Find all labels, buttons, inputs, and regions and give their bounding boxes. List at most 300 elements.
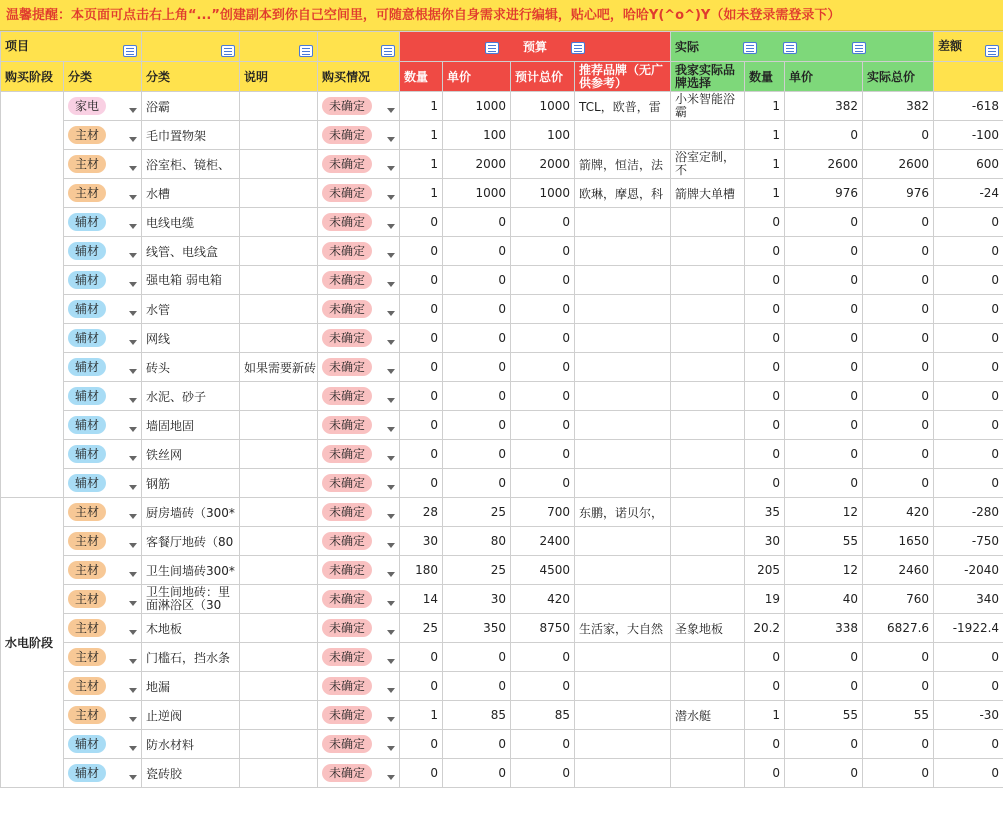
- actual-price-cell[interactable]: 2600: [785, 150, 863, 179]
- category-cell[interactable]: [64, 672, 142, 701]
- budget-price-cell[interactable]: 85: [443, 701, 511, 730]
- category-cell[interactable]: [64, 266, 142, 295]
- status-cell[interactable]: [318, 556, 400, 585]
- budget-total-cell[interactable]: 100: [511, 121, 575, 150]
- dropdown-caret-icon[interactable]: [387, 137, 395, 142]
- column-header[interactable]: 推荐品牌（无广供参考）: [575, 62, 671, 92]
- dropdown-caret-icon[interactable]: [387, 456, 395, 461]
- item-name-cell[interactable]: 毛巾置物架: [142, 121, 240, 150]
- recommended-brand-cell[interactable]: [575, 324, 671, 353]
- dropdown-caret-icon[interactable]: [129, 630, 137, 635]
- category-cell[interactable]: [64, 324, 142, 353]
- status-cell[interactable]: [318, 643, 400, 672]
- dropdown-caret-icon[interactable]: [387, 340, 395, 345]
- budget-total-cell[interactable]: 0: [511, 237, 575, 266]
- recommended-brand-cell[interactable]: 欧琳，摩恩，科: [575, 179, 671, 208]
- budget-price-cell[interactable]: 100: [443, 121, 511, 150]
- note-cell[interactable]: [240, 730, 318, 759]
- diff-cell[interactable]: 0: [934, 730, 1003, 759]
- actual-price-cell[interactable]: 12: [785, 556, 863, 585]
- dropdown-caret-icon[interactable]: [387, 166, 395, 171]
- filter-icon[interactable]: [985, 45, 999, 57]
- budget-qty-cell[interactable]: 0: [400, 324, 443, 353]
- category-cell[interactable]: [64, 411, 142, 440]
- status-cell[interactable]: [318, 208, 400, 237]
- budget-total-cell[interactable]: 8750: [511, 614, 575, 643]
- dropdown-caret-icon[interactable]: [387, 195, 395, 200]
- actual-price-cell[interactable]: 55: [785, 527, 863, 556]
- category-cell[interactable]: [64, 527, 142, 556]
- actual-price-cell[interactable]: 40: [785, 585, 863, 614]
- budget-qty-cell[interactable]: 0: [400, 208, 443, 237]
- diff-cell[interactable]: 0: [934, 643, 1003, 672]
- diff-cell[interactable]: 0: [934, 324, 1003, 353]
- recommended-brand-cell[interactable]: [575, 353, 671, 382]
- dropdown-caret-icon[interactable]: [129, 427, 137, 432]
- budget-qty-cell[interactable]: 25: [400, 614, 443, 643]
- diff-cell[interactable]: -30: [934, 701, 1003, 730]
- actual-price-cell[interactable]: 0: [785, 469, 863, 498]
- actual-total-cell[interactable]: 0: [863, 121, 934, 150]
- column-header[interactable]: 分类: [142, 62, 240, 92]
- header-diff-cell[interactable]: [934, 32, 1003, 62]
- actual-qty-cell[interactable]: 0: [745, 730, 785, 759]
- header-budget-cell[interactable]: [400, 32, 671, 62]
- budget-qty-cell[interactable]: 0: [400, 266, 443, 295]
- my-brand-cell[interactable]: [671, 730, 745, 759]
- my-brand-cell[interactable]: 潜水艇: [671, 701, 745, 730]
- dropdown-caret-icon[interactable]: [129, 572, 137, 577]
- item-name-cell[interactable]: 线管、电线盒: [142, 237, 240, 266]
- budget-qty-cell[interactable]: 14: [400, 585, 443, 614]
- budget-price-cell[interactable]: 0: [443, 266, 511, 295]
- category-cell[interactable]: [64, 179, 142, 208]
- note-cell[interactable]: 如果需要新砖: [240, 353, 318, 382]
- actual-qty-cell[interactable]: 30: [745, 527, 785, 556]
- my-brand-cell[interactable]: [671, 556, 745, 585]
- dropdown-caret-icon[interactable]: [129, 688, 137, 693]
- item-name-cell[interactable]: 木地板: [142, 614, 240, 643]
- diff-cell[interactable]: 0: [934, 266, 1003, 295]
- diff-cell[interactable]: -618: [934, 92, 1003, 121]
- category-cell[interactable]: [64, 121, 142, 150]
- category-cell[interactable]: [64, 556, 142, 585]
- budget-qty-cell[interactable]: 0: [400, 730, 443, 759]
- item-name-cell[interactable]: 水泥、砂子: [142, 382, 240, 411]
- actual-qty-cell[interactable]: 0: [745, 469, 785, 498]
- category-cell[interactable]: [64, 585, 142, 614]
- budget-qty-cell[interactable]: 0: [400, 237, 443, 266]
- column-header[interactable]: 购买阶段: [1, 62, 64, 92]
- budget-qty-cell[interactable]: 0: [400, 643, 443, 672]
- note-cell[interactable]: [240, 382, 318, 411]
- actual-qty-cell[interactable]: 0: [745, 353, 785, 382]
- actual-qty-cell[interactable]: 0: [745, 440, 785, 469]
- item-name-cell[interactable]: 厨房墙砖（300*: [142, 498, 240, 527]
- dropdown-caret-icon[interactable]: [129, 224, 137, 229]
- diff-cell[interactable]: 0: [934, 353, 1003, 382]
- note-cell[interactable]: [240, 440, 318, 469]
- note-cell[interactable]: [240, 498, 318, 527]
- actual-price-cell[interactable]: 0: [785, 237, 863, 266]
- actual-price-cell[interactable]: 0: [785, 672, 863, 701]
- status-cell[interactable]: [318, 150, 400, 179]
- actual-price-cell[interactable]: 0: [785, 759, 863, 788]
- category-cell[interactable]: [64, 237, 142, 266]
- my-brand-cell[interactable]: 圣象地板: [671, 614, 745, 643]
- budget-total-cell[interactable]: 0: [511, 759, 575, 788]
- category-cell[interactable]: [64, 382, 142, 411]
- actual-price-cell[interactable]: 0: [785, 382, 863, 411]
- item-name-cell[interactable]: 门槛石，挡水条: [142, 643, 240, 672]
- dropdown-caret-icon[interactable]: [387, 398, 395, 403]
- budget-total-cell[interactable]: 85: [511, 701, 575, 730]
- status-cell[interactable]: [318, 179, 400, 208]
- my-brand-cell[interactable]: [671, 440, 745, 469]
- status-cell[interactable]: [318, 614, 400, 643]
- dropdown-caret-icon[interactable]: [129, 717, 137, 722]
- my-brand-cell[interactable]: [671, 411, 745, 440]
- actual-total-cell[interactable]: 0: [863, 237, 934, 266]
- diff-cell[interactable]: 0: [934, 237, 1003, 266]
- note-cell[interactable]: [240, 295, 318, 324]
- item-name-cell[interactable]: 强电箱 弱电箱: [142, 266, 240, 295]
- actual-qty-cell[interactable]: 1: [745, 701, 785, 730]
- status-cell[interactable]: [318, 730, 400, 759]
- dropdown-caret-icon[interactable]: [129, 485, 137, 490]
- budget-price-cell[interactable]: 0: [443, 759, 511, 788]
- dropdown-caret-icon[interactable]: [129, 543, 137, 548]
- dropdown-caret-icon[interactable]: [387, 108, 395, 113]
- dropdown-caret-icon[interactable]: [387, 427, 395, 432]
- actual-total-cell[interactable]: 0: [863, 295, 934, 324]
- my-brand-cell[interactable]: [671, 759, 745, 788]
- column-header[interactable]: 实际总价: [863, 62, 934, 92]
- filter-icon[interactable]: [381, 45, 395, 57]
- item-name-cell[interactable]: 止逆阀: [142, 701, 240, 730]
- stage-cell[interactable]: [1, 92, 64, 498]
- dropdown-caret-icon[interactable]: [387, 311, 395, 316]
- recommended-brand-cell[interactable]: [575, 382, 671, 411]
- actual-total-cell[interactable]: 0: [863, 208, 934, 237]
- diff-cell[interactable]: 0: [934, 382, 1003, 411]
- actual-qty-cell[interactable]: 20.2: [745, 614, 785, 643]
- actual-total-cell[interactable]: 0: [863, 411, 934, 440]
- my-brand-cell[interactable]: 小米智能浴霸: [671, 92, 745, 121]
- filter-icon[interactable]: [485, 42, 499, 54]
- budget-price-cell[interactable]: 0: [443, 730, 511, 759]
- budget-qty-cell[interactable]: 1: [400, 121, 443, 150]
- dropdown-caret-icon[interactable]: [387, 572, 395, 577]
- status-cell[interactable]: [318, 266, 400, 295]
- dropdown-caret-icon[interactable]: [387, 688, 395, 693]
- category-cell[interactable]: [64, 701, 142, 730]
- note-cell[interactable]: [240, 237, 318, 266]
- actual-qty-cell[interactable]: 0: [745, 208, 785, 237]
- actual-total-cell[interactable]: 55: [863, 701, 934, 730]
- actual-price-cell[interactable]: 0: [785, 440, 863, 469]
- recommended-brand-cell[interactable]: [575, 208, 671, 237]
- budget-total-cell[interactable]: 0: [511, 672, 575, 701]
- filter-icon[interactable]: [852, 42, 866, 54]
- budget-total-cell[interactable]: 0: [511, 295, 575, 324]
- actual-total-cell[interactable]: 0: [863, 266, 934, 295]
- column-header[interactable]: 数量: [400, 62, 443, 92]
- status-cell[interactable]: [318, 324, 400, 353]
- budget-total-cell[interactable]: 420: [511, 585, 575, 614]
- dropdown-caret-icon[interactable]: [387, 630, 395, 635]
- budget-price-cell[interactable]: 80: [443, 527, 511, 556]
- budget-total-cell[interactable]: 4500: [511, 556, 575, 585]
- budget-price-cell[interactable]: 1000: [443, 179, 511, 208]
- dropdown-caret-icon[interactable]: [387, 369, 395, 374]
- category-cell[interactable]: [64, 469, 142, 498]
- budget-price-cell[interactable]: 0: [443, 440, 511, 469]
- dropdown-caret-icon[interactable]: [387, 543, 395, 548]
- filter-icon[interactable]: [299, 45, 313, 57]
- recommended-brand-cell[interactable]: 箭牌，恒洁，法: [575, 150, 671, 179]
- note-cell[interactable]: [240, 585, 318, 614]
- column-header[interactable]: [934, 62, 1003, 92]
- recommended-brand-cell[interactable]: [575, 585, 671, 614]
- status-cell[interactable]: [318, 92, 400, 121]
- dropdown-caret-icon[interactable]: [129, 456, 137, 461]
- actual-total-cell[interactable]: 1650: [863, 527, 934, 556]
- dropdown-caret-icon[interactable]: [387, 224, 395, 229]
- filter-icon[interactable]: [123, 45, 137, 57]
- budget-qty-cell[interactable]: 0: [400, 440, 443, 469]
- status-cell[interactable]: [318, 382, 400, 411]
- dropdown-caret-icon[interactable]: [129, 775, 137, 780]
- item-name-cell[interactable]: 砖头: [142, 353, 240, 382]
- item-name-cell[interactable]: 钢筋: [142, 469, 240, 498]
- budget-price-cell[interactable]: 0: [443, 411, 511, 440]
- budget-price-cell[interactable]: 0: [443, 672, 511, 701]
- status-cell[interactable]: [318, 295, 400, 324]
- category-cell[interactable]: [64, 759, 142, 788]
- item-name-cell[interactable]: 浴霸: [142, 92, 240, 121]
- recommended-brand-cell[interactable]: [575, 759, 671, 788]
- actual-qty-cell[interactable]: 1: [745, 150, 785, 179]
- status-cell[interactable]: [318, 121, 400, 150]
- recommended-brand-cell[interactable]: [575, 730, 671, 759]
- budget-total-cell[interactable]: 2400: [511, 527, 575, 556]
- budget-price-cell[interactable]: 0: [443, 643, 511, 672]
- actual-total-cell[interactable]: 420: [863, 498, 934, 527]
- dropdown-caret-icon[interactable]: [129, 514, 137, 519]
- budget-qty-cell[interactable]: 0: [400, 469, 443, 498]
- actual-qty-cell[interactable]: 0: [745, 382, 785, 411]
- budget-total-cell[interactable]: 0: [511, 353, 575, 382]
- budget-qty-cell[interactable]: 0: [400, 295, 443, 324]
- actual-price-cell[interactable]: 0: [785, 643, 863, 672]
- actual-price-cell[interactable]: 0: [785, 411, 863, 440]
- status-cell[interactable]: [318, 672, 400, 701]
- actual-total-cell[interactable]: 760: [863, 585, 934, 614]
- my-brand-cell[interactable]: [671, 237, 745, 266]
- category-cell[interactable]: [64, 353, 142, 382]
- diff-cell[interactable]: -100: [934, 121, 1003, 150]
- budget-qty-cell[interactable]: 0: [400, 759, 443, 788]
- my-brand-cell[interactable]: [671, 498, 745, 527]
- my-brand-cell[interactable]: [671, 266, 745, 295]
- recommended-brand-cell[interactable]: [575, 440, 671, 469]
- actual-price-cell[interactable]: 12: [785, 498, 863, 527]
- actual-qty-cell[interactable]: 0: [745, 759, 785, 788]
- status-cell[interactable]: [318, 527, 400, 556]
- budget-total-cell[interactable]: 0: [511, 469, 575, 498]
- budget-qty-cell[interactable]: 0: [400, 411, 443, 440]
- actual-price-cell[interactable]: 0: [785, 208, 863, 237]
- actual-total-cell[interactable]: 976: [863, 179, 934, 208]
- actual-total-cell[interactable]: 382: [863, 92, 934, 121]
- header-actual-cell[interactable]: [671, 32, 934, 62]
- budget-qty-cell[interactable]: 30: [400, 527, 443, 556]
- dropdown-caret-icon[interactable]: [129, 137, 137, 142]
- budget-price-cell[interactable]: 25: [443, 556, 511, 585]
- budget-price-cell[interactable]: 0: [443, 469, 511, 498]
- budget-qty-cell[interactable]: 0: [400, 672, 443, 701]
- budget-qty-cell[interactable]: 180: [400, 556, 443, 585]
- recommended-brand-cell[interactable]: [575, 643, 671, 672]
- category-cell[interactable]: [64, 643, 142, 672]
- actual-qty-cell[interactable]: 19: [745, 585, 785, 614]
- category-cell[interactable]: [64, 440, 142, 469]
- my-brand-cell[interactable]: [671, 672, 745, 701]
- my-brand-cell[interactable]: [671, 353, 745, 382]
- budget-price-cell[interactable]: 25: [443, 498, 511, 527]
- actual-total-cell[interactable]: 0: [863, 730, 934, 759]
- note-cell[interactable]: [240, 179, 318, 208]
- budget-qty-cell[interactable]: 0: [400, 353, 443, 382]
- item-name-cell[interactable]: 地漏: [142, 672, 240, 701]
- dropdown-caret-icon[interactable]: [387, 717, 395, 722]
- header-filter-cell[interactable]: [318, 32, 400, 62]
- stage-cell[interactable]: 水电阶段: [1, 498, 64, 788]
- column-header[interactable]: 我家实际品牌选择: [671, 62, 745, 92]
- actual-total-cell[interactable]: 0: [863, 469, 934, 498]
- status-cell[interactable]: [318, 353, 400, 382]
- item-name-cell[interactable]: 水槽: [142, 179, 240, 208]
- recommended-brand-cell[interactable]: [575, 411, 671, 440]
- category-cell[interactable]: [64, 614, 142, 643]
- diff-cell[interactable]: 0: [934, 672, 1003, 701]
- note-cell[interactable]: [240, 92, 318, 121]
- item-name-cell[interactable]: 水管: [142, 295, 240, 324]
- budget-price-cell[interactable]: 0: [443, 353, 511, 382]
- budget-qty-cell[interactable]: 28: [400, 498, 443, 527]
- diff-cell[interactable]: 0: [934, 469, 1003, 498]
- dropdown-caret-icon[interactable]: [129, 340, 137, 345]
- column-header[interactable]: 购买情况: [318, 62, 400, 92]
- budget-total-cell[interactable]: 0: [511, 382, 575, 411]
- my-brand-cell[interactable]: [671, 324, 745, 353]
- budget-price-cell[interactable]: 0: [443, 237, 511, 266]
- actual-qty-cell[interactable]: 0: [745, 672, 785, 701]
- actual-price-cell[interactable]: 0: [785, 295, 863, 324]
- actual-price-cell[interactable]: 382: [785, 92, 863, 121]
- budget-price-cell[interactable]: 0: [443, 208, 511, 237]
- filter-icon[interactable]: [743, 42, 757, 54]
- budget-qty-cell[interactable]: 1: [400, 179, 443, 208]
- actual-price-cell[interactable]: 55: [785, 701, 863, 730]
- dropdown-caret-icon[interactable]: [387, 659, 395, 664]
- budget-price-cell[interactable]: 0: [443, 382, 511, 411]
- item-name-cell[interactable]: 网线: [142, 324, 240, 353]
- dropdown-caret-icon[interactable]: [387, 746, 395, 751]
- dropdown-caret-icon[interactable]: [129, 195, 137, 200]
- actual-total-cell[interactable]: 0: [863, 643, 934, 672]
- actual-qty-cell[interactable]: 205: [745, 556, 785, 585]
- diff-cell[interactable]: -750: [934, 527, 1003, 556]
- dropdown-caret-icon[interactable]: [387, 601, 395, 606]
- diff-cell[interactable]: 0: [934, 295, 1003, 324]
- diff-cell[interactable]: 340: [934, 585, 1003, 614]
- dropdown-caret-icon[interactable]: [129, 659, 137, 664]
- actual-total-cell[interactable]: 6827.6: [863, 614, 934, 643]
- note-cell[interactable]: [240, 527, 318, 556]
- note-cell[interactable]: [240, 672, 318, 701]
- recommended-brand-cell[interactable]: [575, 266, 671, 295]
- actual-price-cell[interactable]: 0: [785, 266, 863, 295]
- header-filter-cell[interactable]: [240, 32, 318, 62]
- diff-cell[interactable]: -24: [934, 179, 1003, 208]
- recommended-brand-cell[interactable]: [575, 237, 671, 266]
- actual-price-cell[interactable]: 338: [785, 614, 863, 643]
- recommended-brand-cell[interactable]: 生活家，大自然: [575, 614, 671, 643]
- actual-total-cell[interactable]: 0: [863, 382, 934, 411]
- filter-icon[interactable]: [571, 42, 585, 54]
- budget-total-cell[interactable]: 0: [511, 730, 575, 759]
- actual-total-cell[interactable]: 0: [863, 353, 934, 382]
- recommended-brand-cell[interactable]: [575, 295, 671, 324]
- header-filter-cell[interactable]: [142, 32, 240, 62]
- item-name-cell[interactable]: 墙固地固: [142, 411, 240, 440]
- actual-total-cell[interactable]: 0: [863, 759, 934, 788]
- actual-qty-cell[interactable]: 0: [745, 411, 785, 440]
- recommended-brand-cell[interactable]: [575, 701, 671, 730]
- budget-total-cell[interactable]: 0: [511, 643, 575, 672]
- category-cell[interactable]: [64, 150, 142, 179]
- my-brand-cell[interactable]: [671, 469, 745, 498]
- dropdown-caret-icon[interactable]: [129, 311, 137, 316]
- budget-qty-cell[interactable]: 1: [400, 701, 443, 730]
- diff-cell[interactable]: 0: [934, 440, 1003, 469]
- dropdown-caret-icon[interactable]: [129, 166, 137, 171]
- category-cell[interactable]: [64, 730, 142, 759]
- status-cell[interactable]: [318, 759, 400, 788]
- column-header[interactable]: 预计总价: [511, 62, 575, 92]
- dropdown-caret-icon[interactable]: [387, 253, 395, 258]
- budget-price-cell[interactable]: 350: [443, 614, 511, 643]
- recommended-brand-cell[interactable]: TCL，欧普，雷: [575, 92, 671, 121]
- dropdown-caret-icon[interactable]: [129, 108, 137, 113]
- dropdown-caret-icon[interactable]: [129, 398, 137, 403]
- budget-price-cell[interactable]: 30: [443, 585, 511, 614]
- status-cell[interactable]: [318, 440, 400, 469]
- my-brand-cell[interactable]: 浴室定制，不: [671, 150, 745, 179]
- actual-qty-cell[interactable]: 0: [745, 324, 785, 353]
- actual-total-cell[interactable]: 0: [863, 440, 934, 469]
- actual-total-cell[interactable]: 2460: [863, 556, 934, 585]
- actual-qty-cell[interactable]: 1: [745, 121, 785, 150]
- category-cell[interactable]: [64, 92, 142, 121]
- item-name-cell[interactable]: 客餐厅地砖（80: [142, 527, 240, 556]
- budget-total-cell[interactable]: 0: [511, 266, 575, 295]
- dropdown-caret-icon[interactable]: [129, 282, 137, 287]
- status-cell[interactable]: [318, 585, 400, 614]
- status-cell[interactable]: [318, 498, 400, 527]
